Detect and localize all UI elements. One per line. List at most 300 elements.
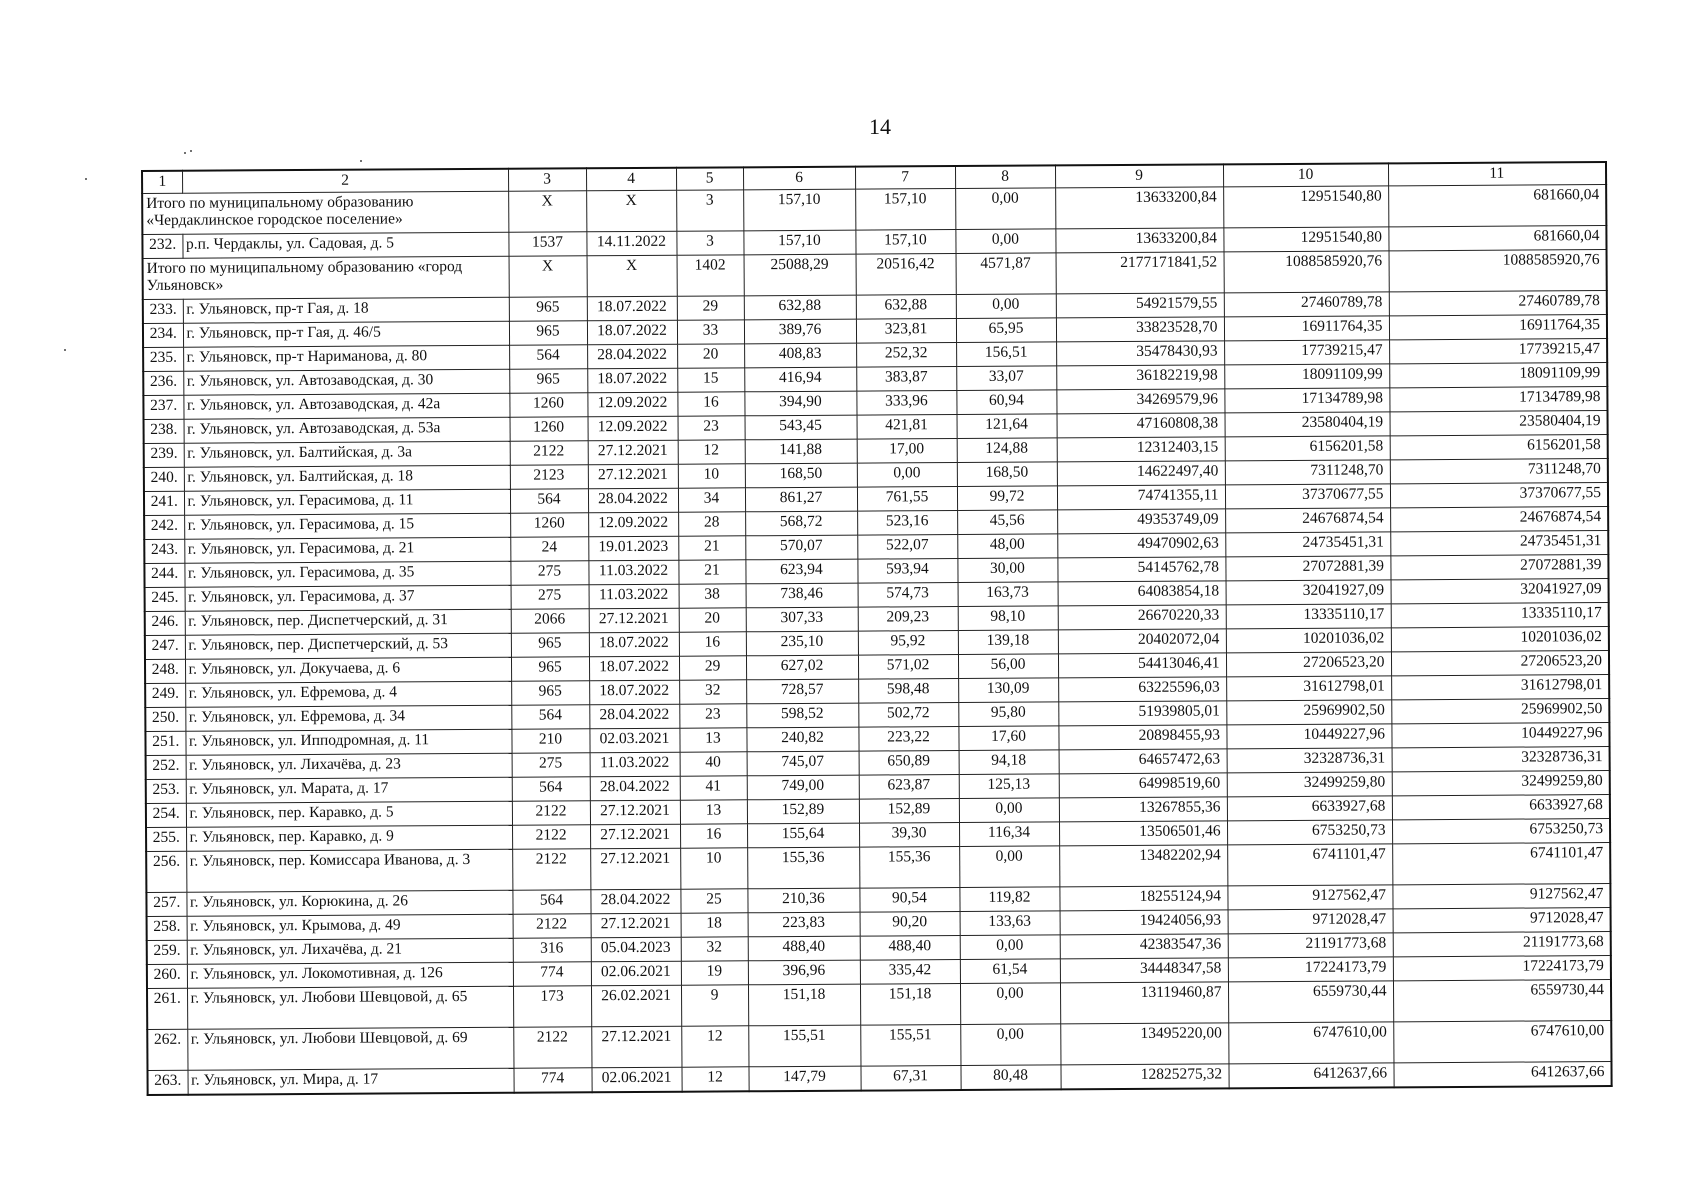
cell-c8: 116,34 bbox=[959, 822, 1059, 847]
cell-c11: 32041927,09 bbox=[1391, 579, 1609, 604]
cell-c9: 19424056,93 bbox=[1060, 910, 1228, 935]
cell-c4: 19.01.2023 bbox=[588, 536, 678, 561]
cell-c4: 27.12.2021 bbox=[591, 913, 681, 938]
cell-c9: 54145762,78 bbox=[1057, 557, 1225, 582]
column-header: 3 bbox=[508, 168, 586, 191]
cell-c7: 761,55 bbox=[857, 487, 957, 512]
cell-c7: 155,36 bbox=[859, 847, 959, 889]
cell-c11: 6559730,44 bbox=[1393, 980, 1611, 1022]
cell-c11: 9127562,47 bbox=[1392, 884, 1610, 909]
address-cell: г. Ульяновск, пер. Диспетчерский, д. 31 bbox=[185, 609, 511, 635]
cell-c5: 15 bbox=[677, 368, 744, 392]
cell-c7: 155,51 bbox=[860, 1025, 960, 1067]
cell-c5: 23 bbox=[678, 416, 745, 440]
cell-c11: 7311248,70 bbox=[1390, 459, 1608, 484]
cell-c4: 11.03.2022 bbox=[588, 560, 678, 585]
cell-c8: 133,63 bbox=[960, 911, 1060, 936]
cell-c9: 51939805,01 bbox=[1058, 701, 1226, 726]
cell-c6: 543,45 bbox=[745, 415, 857, 440]
cell-c6: 861,27 bbox=[745, 487, 857, 512]
cell-c8: 4571,87 bbox=[956, 253, 1056, 295]
address-cell: г. Ульяновск, ул. Крымова, д. 49 bbox=[187, 914, 513, 940]
cell-c7: 90,20 bbox=[860, 912, 960, 937]
cell-c9: 18255124,94 bbox=[1059, 886, 1227, 911]
cell-c10: 27460789,78 bbox=[1224, 292, 1389, 317]
cell-c11: 6741101,47 bbox=[1392, 843, 1610, 885]
row-number: 235. bbox=[143, 347, 183, 371]
cell-c4: 27.12.2021 bbox=[590, 848, 680, 890]
cell-c7: 383,87 bbox=[856, 367, 956, 392]
row-number: 260. bbox=[147, 964, 187, 988]
subtotal-label: Итого по муниципальному образованию «город Ульяновск» bbox=[143, 256, 509, 299]
row-number: 261. bbox=[147, 988, 187, 1029]
row-number: 253. bbox=[146, 779, 186, 803]
cell-c6: 147,79 bbox=[748, 1066, 860, 1091]
cell-c3: 275 bbox=[510, 561, 588, 585]
cell-c5: 29 bbox=[677, 296, 744, 320]
cell-c4: 18.07.2022 bbox=[587, 368, 677, 393]
cell-c4: 18.07.2022 bbox=[589, 656, 679, 681]
address-cell: г. Ульяновск, ул. Любови Шевцовой, д. 65 bbox=[187, 986, 513, 1029]
cell-c5: 18 bbox=[681, 913, 748, 937]
cell-c11: 6747610,00 bbox=[1393, 1021, 1611, 1063]
cell-c3: 24 bbox=[510, 537, 588, 561]
cell-c11: 24735451,31 bbox=[1390, 531, 1608, 556]
column-header: 6 bbox=[743, 167, 855, 190]
address-cell: г. Ульяновск, ул. Автозаводская, д. 53а bbox=[184, 417, 510, 443]
cell-c11: 10201036,02 bbox=[1391, 627, 1609, 652]
cell-c10: 6559730,44 bbox=[1228, 981, 1393, 1023]
cell-c6: 749,00 bbox=[747, 775, 859, 800]
address-cell: г. Ульяновск, ул. Герасимова, д. 15 bbox=[184, 513, 510, 539]
cell-c11: 27206523,20 bbox=[1391, 651, 1609, 676]
cell-c4: 12.09.2022 bbox=[588, 512, 678, 537]
column-header: 11 bbox=[1388, 162, 1606, 186]
cell-c10: 32328736,31 bbox=[1227, 748, 1392, 773]
row-number: 245. bbox=[145, 587, 185, 611]
cell-c8: 48,00 bbox=[957, 534, 1057, 559]
cell-c10: 1088585920,76 bbox=[1224, 251, 1389, 293]
cell-c8: 0,00 bbox=[959, 846, 1059, 888]
cell-c4: 02.06.2021 bbox=[591, 1067, 681, 1092]
cell-c8: 124,88 bbox=[957, 438, 1057, 463]
row-number: 232. bbox=[142, 234, 182, 258]
cell-c8: 119,82 bbox=[959, 887, 1059, 912]
cell-c3: 275 bbox=[511, 585, 589, 609]
cell-c3: 2122 bbox=[513, 1027, 591, 1068]
cell-c11: 681660,04 bbox=[1388, 185, 1606, 227]
cell-c11: 31612798,01 bbox=[1391, 675, 1609, 700]
cell-c8: 98,10 bbox=[958, 606, 1058, 631]
cell-c10: 17134789,98 bbox=[1224, 388, 1389, 413]
cell-c8: 17,60 bbox=[958, 726, 1058, 751]
address-cell: г. Ульяновск, пр-т Гая, д. 46/5 bbox=[183, 321, 509, 347]
cell-c7: 252,32 bbox=[856, 343, 956, 368]
row-number: 240. bbox=[144, 467, 184, 491]
cell-c8: 0,00 bbox=[960, 1024, 1060, 1066]
cell-c6: 25088,29 bbox=[744, 254, 856, 296]
cell-c7: 152,89 bbox=[859, 799, 959, 824]
cell-c11: 24676874,54 bbox=[1390, 507, 1608, 532]
address-cell: г. Ульяновск, ул. Балтийская, д. 3а bbox=[184, 441, 510, 467]
address-cell: г. Ульяновск, ул. Ипподромная, д. 11 bbox=[185, 729, 511, 755]
cell-c9: 2177171841,52 bbox=[1056, 252, 1224, 294]
address-cell: г. Ульяновск, пер. Диспетчерский, д. 53 bbox=[185, 633, 511, 659]
cell-c6: 568,72 bbox=[745, 511, 857, 536]
row-number: 247. bbox=[145, 635, 185, 659]
cell-c8: 0,00 bbox=[955, 229, 1055, 254]
cell-c10: 24676874,54 bbox=[1225, 508, 1390, 533]
cell-c7: 151,18 bbox=[860, 984, 960, 1026]
cell-c4: 11.03.2022 bbox=[589, 584, 679, 609]
address-cell: г. Ульяновск, пр-т Гая, д. 18 bbox=[183, 297, 509, 323]
row-number: 241. bbox=[144, 491, 184, 515]
row-number: 257. bbox=[146, 892, 186, 916]
cell-c5: 29 bbox=[679, 656, 746, 680]
cell-c11: 17134789,98 bbox=[1389, 387, 1607, 412]
cell-c6: 745,07 bbox=[747, 751, 859, 776]
column-header: 1 bbox=[142, 171, 182, 194]
cell-c7: 488,40 bbox=[860, 936, 960, 961]
cell-c10: 16911764,35 bbox=[1224, 316, 1389, 341]
cell-c3: 564 bbox=[510, 489, 588, 513]
cell-c10: 13335110,17 bbox=[1226, 604, 1391, 629]
address-cell: г. Ульяновск, пр-т Нариманова, д. 80 bbox=[183, 345, 509, 371]
cell-c5: 32 bbox=[681, 937, 748, 961]
cell-c5: 38 bbox=[679, 584, 746, 608]
cell-c9: 20402072,04 bbox=[1058, 629, 1226, 654]
cell-c8: 0,00 bbox=[956, 294, 1056, 319]
cell-c6: 223,83 bbox=[748, 912, 860, 937]
cell-c7: 20516,42 bbox=[856, 254, 956, 296]
address-cell: г. Ульяновск, ул. Ефремова, д. 4 bbox=[185, 681, 511, 707]
row-number: 258. bbox=[147, 916, 187, 940]
cell-c7: 0,00 bbox=[857, 463, 957, 488]
cell-c9: 36182219,98 bbox=[1056, 365, 1224, 390]
cell-c10: 32499259,80 bbox=[1227, 772, 1392, 797]
cell-c3: 965 bbox=[509, 297, 587, 321]
cell-c5: 10 bbox=[678, 464, 745, 488]
cell-c9: 47160808,38 bbox=[1057, 413, 1225, 438]
address-cell: г. Ульяновск, ул. Герасимова, д. 11 bbox=[184, 489, 510, 515]
cell-c5: 9 bbox=[681, 985, 748, 1026]
row-number: 248. bbox=[145, 659, 185, 683]
table-body bbox=[142, 162, 1612, 1095]
cell-c9: 13482202,94 bbox=[1059, 845, 1227, 887]
cell-c7: 67,31 bbox=[860, 1066, 960, 1091]
column-header: 10 bbox=[1223, 163, 1388, 187]
cell-c9: 64083854,18 bbox=[1058, 581, 1226, 606]
cell-c10: 6747610,00 bbox=[1228, 1022, 1393, 1064]
cell-c9: 54413046,41 bbox=[1058, 653, 1226, 678]
cell-c8: 130,09 bbox=[958, 678, 1058, 703]
cell-c8: 33,07 bbox=[956, 366, 1056, 391]
cell-c11: 32499259,80 bbox=[1392, 771, 1610, 796]
cell-c6: 157,10 bbox=[743, 230, 855, 255]
cell-c5: 12 bbox=[678, 440, 745, 464]
cell-c4: 18.07.2022 bbox=[589, 680, 679, 705]
address-cell: г. Ульяновск, ул. Любови Шевцовой, д. 69 bbox=[187, 1027, 513, 1070]
cell-c9: 14622497,40 bbox=[1057, 461, 1225, 486]
cell-c8: 65,95 bbox=[956, 318, 1056, 343]
cell-c3: 965 bbox=[511, 633, 589, 657]
cell-c6: 155,51 bbox=[748, 1025, 860, 1067]
address-cell: г. Ульяновск, ул. Автозаводская, д. 42а bbox=[183, 393, 509, 419]
cell-c8: 121,64 bbox=[957, 414, 1057, 439]
cell-c8: 163,73 bbox=[958, 582, 1058, 607]
cell-c10: 10201036,02 bbox=[1226, 628, 1391, 653]
cell-c10: 9712028,47 bbox=[1228, 909, 1393, 934]
cell-c3: 1260 bbox=[509, 393, 587, 417]
cell-c10: 6156201,58 bbox=[1225, 436, 1390, 461]
cell-c5: 23 bbox=[679, 704, 746, 728]
cell-c10: 7311248,70 bbox=[1225, 460, 1390, 485]
cell-c6: 632,88 bbox=[744, 295, 856, 320]
cell-c4: 18.07.2022 bbox=[587, 320, 677, 345]
page-number: 14 bbox=[869, 114, 891, 139]
cell-c10: 6412637,66 bbox=[1228, 1063, 1393, 1089]
cell-c9: 13495220,00 bbox=[1060, 1023, 1228, 1065]
cell-c5: 21 bbox=[678, 536, 745, 560]
cell-c6: 396,96 bbox=[748, 960, 860, 985]
cell-c7: 650,89 bbox=[859, 751, 959, 776]
cell-c11: 27460789,78 bbox=[1389, 291, 1607, 316]
cell-c6: 155,36 bbox=[747, 847, 859, 889]
cell-c4: 05.04.2023 bbox=[591, 937, 681, 962]
cell-c7: 157,10 bbox=[855, 189, 955, 231]
cell-c3: 965 bbox=[509, 321, 587, 345]
cell-c9: 63225596,03 bbox=[1058, 677, 1226, 702]
cell-c6: 152,89 bbox=[747, 799, 859, 824]
row-number: 233. bbox=[143, 299, 183, 323]
cell-c7: 598,48 bbox=[858, 679, 958, 704]
cell-c3: 564 bbox=[509, 345, 587, 369]
cell-c6: 488,40 bbox=[748, 936, 860, 961]
cell-c8: 95,80 bbox=[958, 702, 1058, 727]
cell-c3: 564 bbox=[512, 890, 590, 914]
cell-c3: 173 bbox=[513, 986, 591, 1027]
cell-c10: 21191773,68 bbox=[1228, 933, 1393, 958]
cell-c10: 23580404,19 bbox=[1225, 412, 1390, 437]
row-number: 254. bbox=[146, 803, 186, 827]
cell-c9: 64998519,60 bbox=[1059, 773, 1227, 798]
cell-c10: 17739215,47 bbox=[1224, 340, 1389, 365]
cell-c11: 37370677,55 bbox=[1390, 483, 1608, 508]
column-header: 8 bbox=[955, 165, 1055, 188]
cell-c8: 125,13 bbox=[959, 774, 1059, 799]
address-cell: г. Ульяновск, пер. Каравко, д. 9 bbox=[186, 825, 512, 851]
cell-c5: 16 bbox=[680, 824, 747, 848]
cell-c8: 139,18 bbox=[958, 630, 1058, 655]
cell-c11: 6753250,73 bbox=[1392, 819, 1610, 844]
address-cell: г. Ульяновск, ул. Балтийская, д. 18 bbox=[184, 465, 510, 491]
cell-c9: 13506501,46 bbox=[1059, 821, 1227, 846]
cell-c8: 61,54 bbox=[960, 959, 1060, 984]
cell-c9: 26670220,33 bbox=[1058, 605, 1226, 630]
cell-c11: 18091109,99 bbox=[1389, 363, 1607, 388]
cell-c3: 2122 bbox=[512, 849, 590, 890]
row-number: 259. bbox=[147, 940, 187, 964]
cell-c6: 240,82 bbox=[746, 727, 858, 752]
cell-c4: Х bbox=[586, 190, 676, 232]
cell-c4: 18.07.2022 bbox=[587, 296, 677, 321]
cell-c10: 37370677,55 bbox=[1225, 484, 1390, 509]
cell-c9: 13119460,87 bbox=[1060, 982, 1228, 1024]
column-header: 2 bbox=[182, 169, 508, 193]
cell-c8: 30,00 bbox=[957, 558, 1057, 583]
row-number: 251. bbox=[145, 731, 185, 755]
cell-c3: 965 bbox=[511, 657, 589, 681]
cell-c10: 9127562,47 bbox=[1227, 885, 1392, 910]
address-cell: г. Ульяновск, ул. Ефремова, д. 34 bbox=[185, 705, 511, 731]
address-cell: г. Ульяновск, ул. Лихачёва, д. 21 bbox=[187, 938, 513, 964]
cell-c7: 223,22 bbox=[858, 727, 958, 752]
cell-c7: 623,87 bbox=[859, 775, 959, 800]
cell-c3: 2123 bbox=[510, 465, 588, 489]
cell-c11: 1088585920,76 bbox=[1389, 250, 1607, 292]
cell-c6: 389,76 bbox=[744, 319, 856, 344]
cell-c7: 95,92 bbox=[858, 631, 958, 656]
row-number: 246. bbox=[145, 611, 185, 635]
cell-c8: 94,18 bbox=[959, 750, 1059, 775]
cell-c5: 16 bbox=[677, 392, 744, 416]
cell-c3: 965 bbox=[511, 681, 589, 705]
cell-c3: 774 bbox=[513, 1068, 591, 1093]
cell-c6: 598,52 bbox=[746, 703, 858, 728]
row-number: 238. bbox=[144, 419, 184, 443]
cell-c8: 45,56 bbox=[957, 510, 1057, 535]
cell-c5: 20 bbox=[679, 608, 746, 632]
cell-c10: 27206523,20 bbox=[1226, 652, 1391, 677]
cell-c4: 02.06.2021 bbox=[591, 961, 681, 986]
row-number: 249. bbox=[145, 683, 185, 707]
address-cell: г. Ульяновск, ул. Марата, д. 17 bbox=[186, 777, 512, 803]
cell-c10: 6741101,47 bbox=[1227, 844, 1392, 886]
cell-c11: 10449227,96 bbox=[1391, 723, 1609, 748]
cell-c4: 14.11.2022 bbox=[586, 231, 676, 256]
cell-c5: 41 bbox=[680, 776, 747, 800]
cell-c8: 0,00 bbox=[959, 798, 1059, 823]
cell-c11: 16911764,35 bbox=[1389, 315, 1607, 340]
address-cell: г. Ульяновск, ул. Корюкина, д. 26 bbox=[186, 890, 512, 916]
cell-c4: 27.12.2021 bbox=[591, 1026, 681, 1068]
subtotal-label: Итого по муниципальному образованию «Чердаклинское городское поселение» bbox=[142, 191, 508, 234]
cell-c6: 168,50 bbox=[745, 463, 857, 488]
cell-c11: 681660,04 bbox=[1388, 226, 1606, 251]
address-cell: г. Ульяновск, ул. Герасимова, д. 37 bbox=[185, 585, 511, 611]
cell-c3: 1260 bbox=[510, 513, 588, 537]
cell-c3: 316 bbox=[513, 938, 591, 962]
cell-c3: 965 bbox=[509, 369, 587, 393]
cell-c9: 49470902,63 bbox=[1057, 533, 1225, 558]
cell-c9: 34269579,96 bbox=[1056, 389, 1224, 414]
cell-c3: 1260 bbox=[510, 417, 588, 441]
address-cell: г. Ульяновск, ул. Локомотивная, д. 126 bbox=[187, 962, 513, 988]
cell-c9: 12825275,32 bbox=[1060, 1064, 1228, 1090]
cell-c6: 627,02 bbox=[746, 655, 858, 680]
cell-c10: 32041927,09 bbox=[1226, 580, 1391, 605]
cell-c9: 33823528,70 bbox=[1056, 317, 1224, 342]
cell-c3: 2122 bbox=[510, 441, 588, 465]
cell-c4: 27.12.2021 bbox=[589, 608, 679, 633]
cell-c3: 564 bbox=[511, 705, 589, 729]
cell-c4: 27.12.2021 bbox=[588, 464, 678, 489]
cell-c7: 523,16 bbox=[857, 511, 957, 536]
cell-c8: 99,72 bbox=[957, 486, 1057, 511]
cell-c11: 25969902,50 bbox=[1391, 699, 1609, 724]
row-number: 244. bbox=[144, 563, 184, 587]
cell-c6: 394,90 bbox=[744, 391, 856, 416]
cell-c3: 2122 bbox=[513, 914, 591, 938]
cell-c4: 28.04.2022 bbox=[590, 776, 680, 801]
cell-c6: 623,94 bbox=[745, 559, 857, 584]
address-cell: г. Ульяновск, ул. Автозаводская, д. 30 bbox=[183, 369, 509, 395]
cell-c5: 13 bbox=[679, 728, 746, 752]
address-cell: г. Ульяновск, пер. Комиссара Иванова, д. 3 bbox=[186, 849, 512, 892]
cell-c3: 564 bbox=[512, 777, 590, 801]
row-number: 234. bbox=[143, 323, 183, 347]
address-cell: г. Ульяновск, ул. Герасимова, д. 35 bbox=[184, 561, 510, 587]
cell-c8: 168,50 bbox=[957, 462, 1057, 487]
cell-c7: 632,88 bbox=[856, 295, 956, 320]
cell-c5: 21 bbox=[678, 560, 745, 584]
cell-c7: 17,00 bbox=[857, 439, 957, 464]
cell-c9: 74741355,11 bbox=[1057, 485, 1225, 510]
cell-c9: 12312403,15 bbox=[1057, 437, 1225, 462]
row-number: 242. bbox=[144, 515, 184, 539]
cell-c7: 421,81 bbox=[857, 415, 957, 440]
cell-c6: 738,46 bbox=[746, 583, 858, 608]
column-header: 4 bbox=[586, 168, 676, 191]
cell-c4: 26.02.2021 bbox=[591, 985, 681, 1027]
cell-c11: 17739215,47 bbox=[1389, 339, 1607, 364]
cell-c6: 416,94 bbox=[744, 367, 856, 392]
cell-c10: 6633927,68 bbox=[1227, 796, 1392, 821]
cell-c6: 235,10 bbox=[746, 631, 858, 656]
cell-c9: 13267855,36 bbox=[1059, 797, 1227, 822]
cell-c5: 28 bbox=[678, 512, 745, 536]
cell-c5: 10 bbox=[680, 848, 747, 889]
cell-c3: 275 bbox=[512, 753, 590, 777]
cell-c8: 0,00 bbox=[960, 935, 1060, 960]
cell-c7: 574,73 bbox=[858, 583, 958, 608]
cell-c6: 728,57 bbox=[746, 679, 858, 704]
cell-c10: 18091109,99 bbox=[1224, 364, 1389, 389]
cell-c5: 20 bbox=[677, 344, 744, 368]
cell-c5: 13 bbox=[680, 800, 747, 824]
row-number: 256. bbox=[146, 851, 186, 892]
row-number: 236. bbox=[143, 371, 183, 395]
cell-c10: 25969902,50 bbox=[1226, 700, 1391, 725]
address-cell: г. Ульяновск, ул. Докучаева, д. 6 bbox=[185, 657, 511, 683]
row-number: 255. bbox=[146, 827, 186, 851]
cell-c5: 33 bbox=[677, 320, 744, 344]
cell-c4: 02.03.2021 bbox=[589, 728, 679, 753]
cell-c7: 593,94 bbox=[857, 559, 957, 584]
cell-c5: 3 bbox=[676, 190, 743, 231]
cell-c3: Х bbox=[509, 256, 587, 297]
cell-c10: 31612798,01 bbox=[1226, 676, 1391, 701]
cell-c11: 6412637,66 bbox=[1393, 1062, 1611, 1088]
cell-c7: 335,42 bbox=[860, 960, 960, 985]
cell-c9: 42383547,36 bbox=[1060, 934, 1228, 959]
cell-c11: 6633927,68 bbox=[1392, 795, 1610, 820]
row-number: 250. bbox=[145, 707, 185, 731]
cell-c8: 0,00 bbox=[955, 188, 1055, 230]
address-cell: г. Ульяновск, ул. Мира, д. 17 bbox=[188, 1068, 514, 1094]
cell-c11: 9712028,47 bbox=[1393, 908, 1611, 933]
address-cell: г. Ульяновск, ул. Лихачёва, д. 23 bbox=[186, 753, 512, 779]
